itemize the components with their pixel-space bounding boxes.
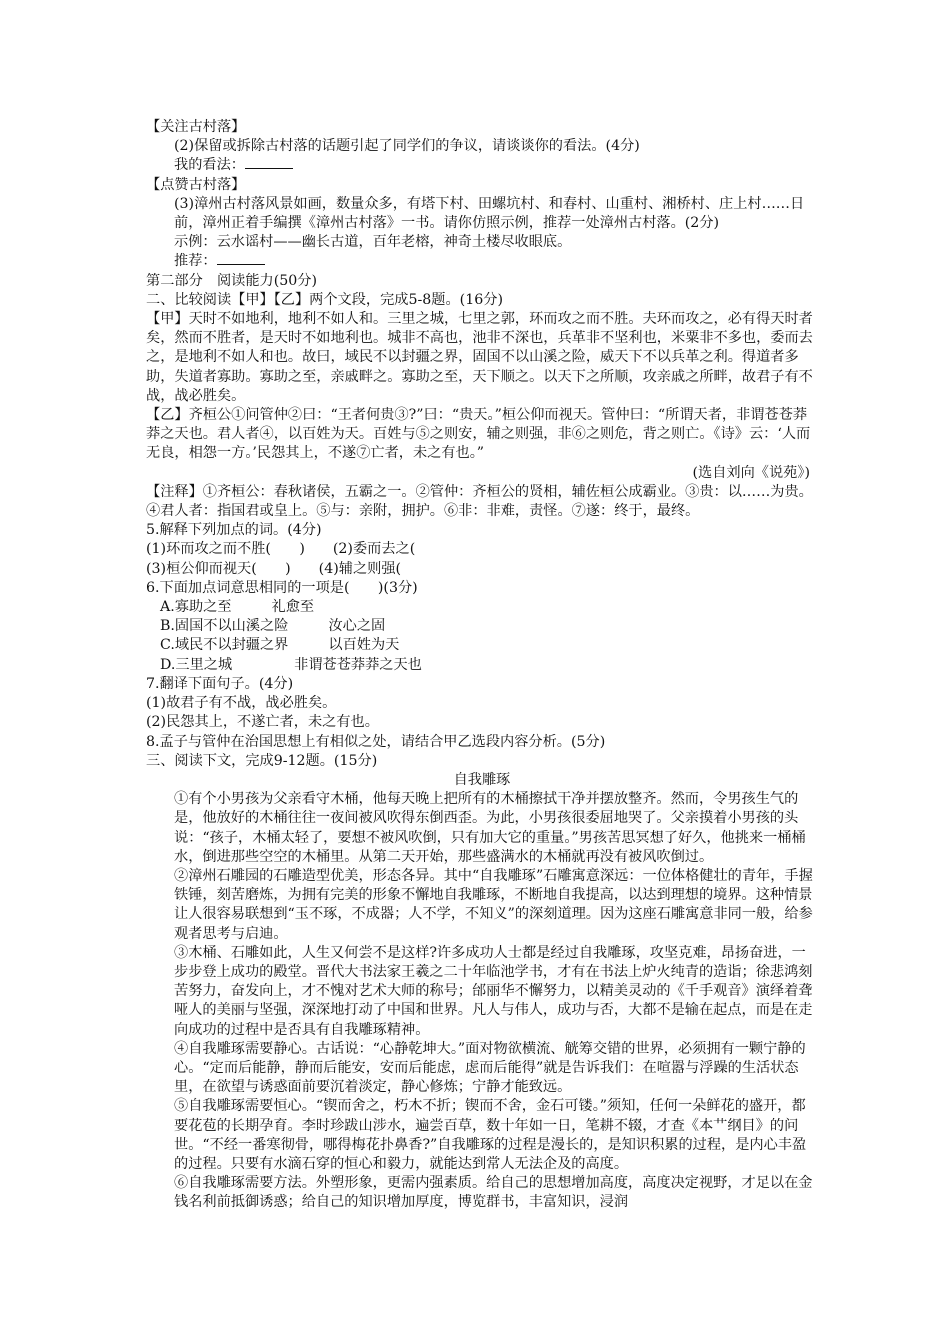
- q6-option-d-compare: 非谓苍苍莽莽之天也: [294, 656, 422, 673]
- section-heading-guanzhu: 【关注古村落】: [146, 119, 246, 135]
- q6-option-c: C.域民不以封疆之界: [160, 637, 289, 654]
- q2-answer-label: 我的看法：: [174, 157, 245, 174]
- essay-paragraph-6: ⑥自我雕琢需要方法。外塑形象，更需内强素质。给自己的思想增加高度，高度决定视野，才足以在金钱名利前抵御诱惑；给自己的知识增加厚度，博览群书，丰富知识，浸润: [174, 1175, 813, 1211]
- q6-option-d: D.三里之城: [160, 656, 233, 673]
- question-8: 8.孟子与管仲在治国思想上有相似之处，请结合甲乙选段内容分析。(5分): [146, 733, 606, 750]
- question-5: 5.解释下列加点的词。(4分): [146, 522, 322, 539]
- passage-notes: 【注释】①齐桓公：春秋诸侯，五霸之一。②管仲：齐桓公的贤相，辅佐桓公成霸业。③贵：以……为贵。④君人者：指国君或皇上。⑤与：亲附，拥护。⑥非：非难，责怪。⑦遂：终于，最终。: [146, 483, 813, 520]
- essay-paragraph-3: ③木桶、石雕如此，人生又何尝不是这样?许多成功人士都是经过自我雕琢，攻坚克难，昂扬奋进，一步步登上成功的殿堂。晋代大书法家王羲之二十年临池学书，才有在书法上炉火纯青的造诣；徐悲鸿刻苦努力，奋发向上，才不愧对艺术大师的称号；邰丽华不懈努力，以精美灵动的《千手观音》演绎着聋哑人的美丽与坚强，深深地打动了中国和世界。凡人与伟人，成功与否，大都不是输在起点，而是在走向成功的过程中是否具有自我雕琢精神。: [174, 944, 813, 1038]
- q6-option-b-compare: 汝心之固: [328, 618, 386, 635]
- question-3: (3)漳州古村落风景如画，数量众多，有塔下村、田螺坑村、和春村、山重村、湘桥村、庄上村……日前，漳州正着手编撰《漳州古村落》一书。请你仿照示例，推荐一处漳州古村落。(2分): [174, 195, 805, 232]
- q6-option-b: B.固国不以山溪之险: [160, 618, 289, 635]
- q5-item-4: (4)辅之则强(: [318, 560, 402, 577]
- passage-jia: 【甲】天时不如地利，地利不如人和。三里之城，七里之郭，环而攻之而不胜。夫环而攻之，必有得天时者矣，然而不胜者，是天时不如地利也。城非不高也，池非不深也，兵革非不坚利也，米粟非不多也，委而去之，是地利不如人和也。故曰，域民不以封疆之界，固国不以山溪之险，威天下不以兵革之利。得道者多助，失道者寡助。寡助之至，亲戚畔之。寡助之至，天下顺之。以天下之所顺，攻亲戚之所畔，故君子有不战，战必胜矣。: [146, 311, 813, 404]
- q6-option-a-compare: 礼愈至: [271, 599, 315, 616]
- section-3-heading: 三、阅读下文，完成9-12题。(15分): [146, 752, 378, 769]
- q3-recommend-label: 推荐：: [174, 253, 217, 270]
- question-3-example: 示例：云水谣村——幽长古道，百年老榕，神奇土楼尽收眼底。: [174, 234, 572, 251]
- section-heading-dianzan: 【点赞古村落】: [146, 176, 246, 193]
- question-7: 7.翻译下面句子。(4分): [146, 675, 294, 692]
- essay-paragraph-5: ⑤自我雕琢需要恒心。“锲而舍之，朽木不折；锲而不舍，金石可镂。”须知，任何一朵鲜花的盛开，都要花苞的长期孕育。李时珍跋山涉水，遍尝百草，数十年如一日，笔耕不辍，才查《本艹纲目》的问世。“不经一番寒彻骨，哪得梅花扑鼻香?”自我雕琢的过程是漫长的，是知识积累的过程，是内心丰盈的过程。只要有水滴石穿的恒心和毅力，就能达到常人无法企及的高度。: [174, 1098, 807, 1172]
- essay-paragraph-1: ①有个小男孩为父亲看守木桶，他每天晚上把所有的木桶擦拭干净并摆放整齐。然而，令男孩生气的是，他放好的木桶往往一夜间被风吹得东倒西歪。为此，小男孩很委屈地哭了。父亲摸着小男孩的头说：“孩子，木桶太轻了，要想不被风吹倒，只有加大它的重量。”男孩苦思冥想了好久，他挑来一桶桶水，倒进那些空空的木桶里。从第二天开始，那些盛满水的木桶就再没有被风吹倒过。: [174, 791, 806, 865]
- passage-source: (选自刘向《说苑》): [692, 464, 810, 481]
- question-2: (2)保留或拆除古村落的话题引起了同学们的争议，请谈谈你的看法。(4分): [174, 138, 640, 155]
- essay-paragraph-2: ②漳州石雕园的石雕造型优美，形态各异。其中“自我雕琢”石雕寓意深远：一位体格健壮的青年，手握铁锤，刻苦磨炼，为拥有完美的形象不懈地自我雕琢，不断地自我提高，以达到理想的境界。这种情景让人很容易联想到“玉不琢，不成器；人不学，不知义”的深刻道理。因为这座石雕寓意非同一般，给参观者思考与启迪。: [174, 867, 813, 942]
- q7-item-1: (1)故君子有不战，战必胜矣。: [146, 695, 337, 712]
- q2-answer-blank[interactable]: [245, 156, 293, 169]
- section-2-heading: 二、比较阅读【甲】【乙】两个文段，完成5-8题。(16分): [146, 291, 503, 308]
- q6-option-c-compare: 以百姓为天: [328, 637, 400, 654]
- q5-item-2: (2)委而去之(: [332, 541, 416, 558]
- exam-page: [146, 118, 818, 1213]
- q6-option-a: A.寡助之至: [160, 599, 232, 616]
- q7-item-2: (2)民怨其上，不遂亡者，未之有也。: [146, 714, 379, 731]
- q5-item-1: (1)环而攻之而不胜( ): [146, 541, 305, 558]
- part-2-heading: 第二部分 阅读能力(50分): [146, 272, 317, 289]
- q3-recommend-blank[interactable]: [217, 252, 265, 265]
- essay-paragraph-4: ④自我雕琢需要静心。古话说：“心静乾坤大。”面对物欲横流、觥筹交错的世界，必须拥有一颗宁静的心。“定而后能静，静而后能安，安而后能虑，虑而后能得”就是告诉我们：在喧嚣与浮躁的生活状态里，在欲望与诱惑面前要沉着淡定，静心修炼；宁静才能致远。: [174, 1040, 806, 1096]
- passage-yi: 【乙】齐桓公①问管仲②曰：“王者何贵③?”曰：“贵天。”桓公仰而视天。管仲曰：“所谓天者，非谓苍苍莽莽之天也。君人者④，以百姓为天。百姓与⑤之则安，辅之则强，非⑥之则危，背之则亡。《诗》云：‘人而无良，相怨一方。’民怨其上，不遂⑦亡者，未之有也。”: [146, 407, 811, 462]
- question-6: 6.下面加点词意思相同的一项是( )(3分): [146, 579, 418, 596]
- q5-item-3: (3)桓公仰而视天( ): [146, 560, 291, 577]
- essay-title: 自我雕琢: [453, 771, 511, 788]
